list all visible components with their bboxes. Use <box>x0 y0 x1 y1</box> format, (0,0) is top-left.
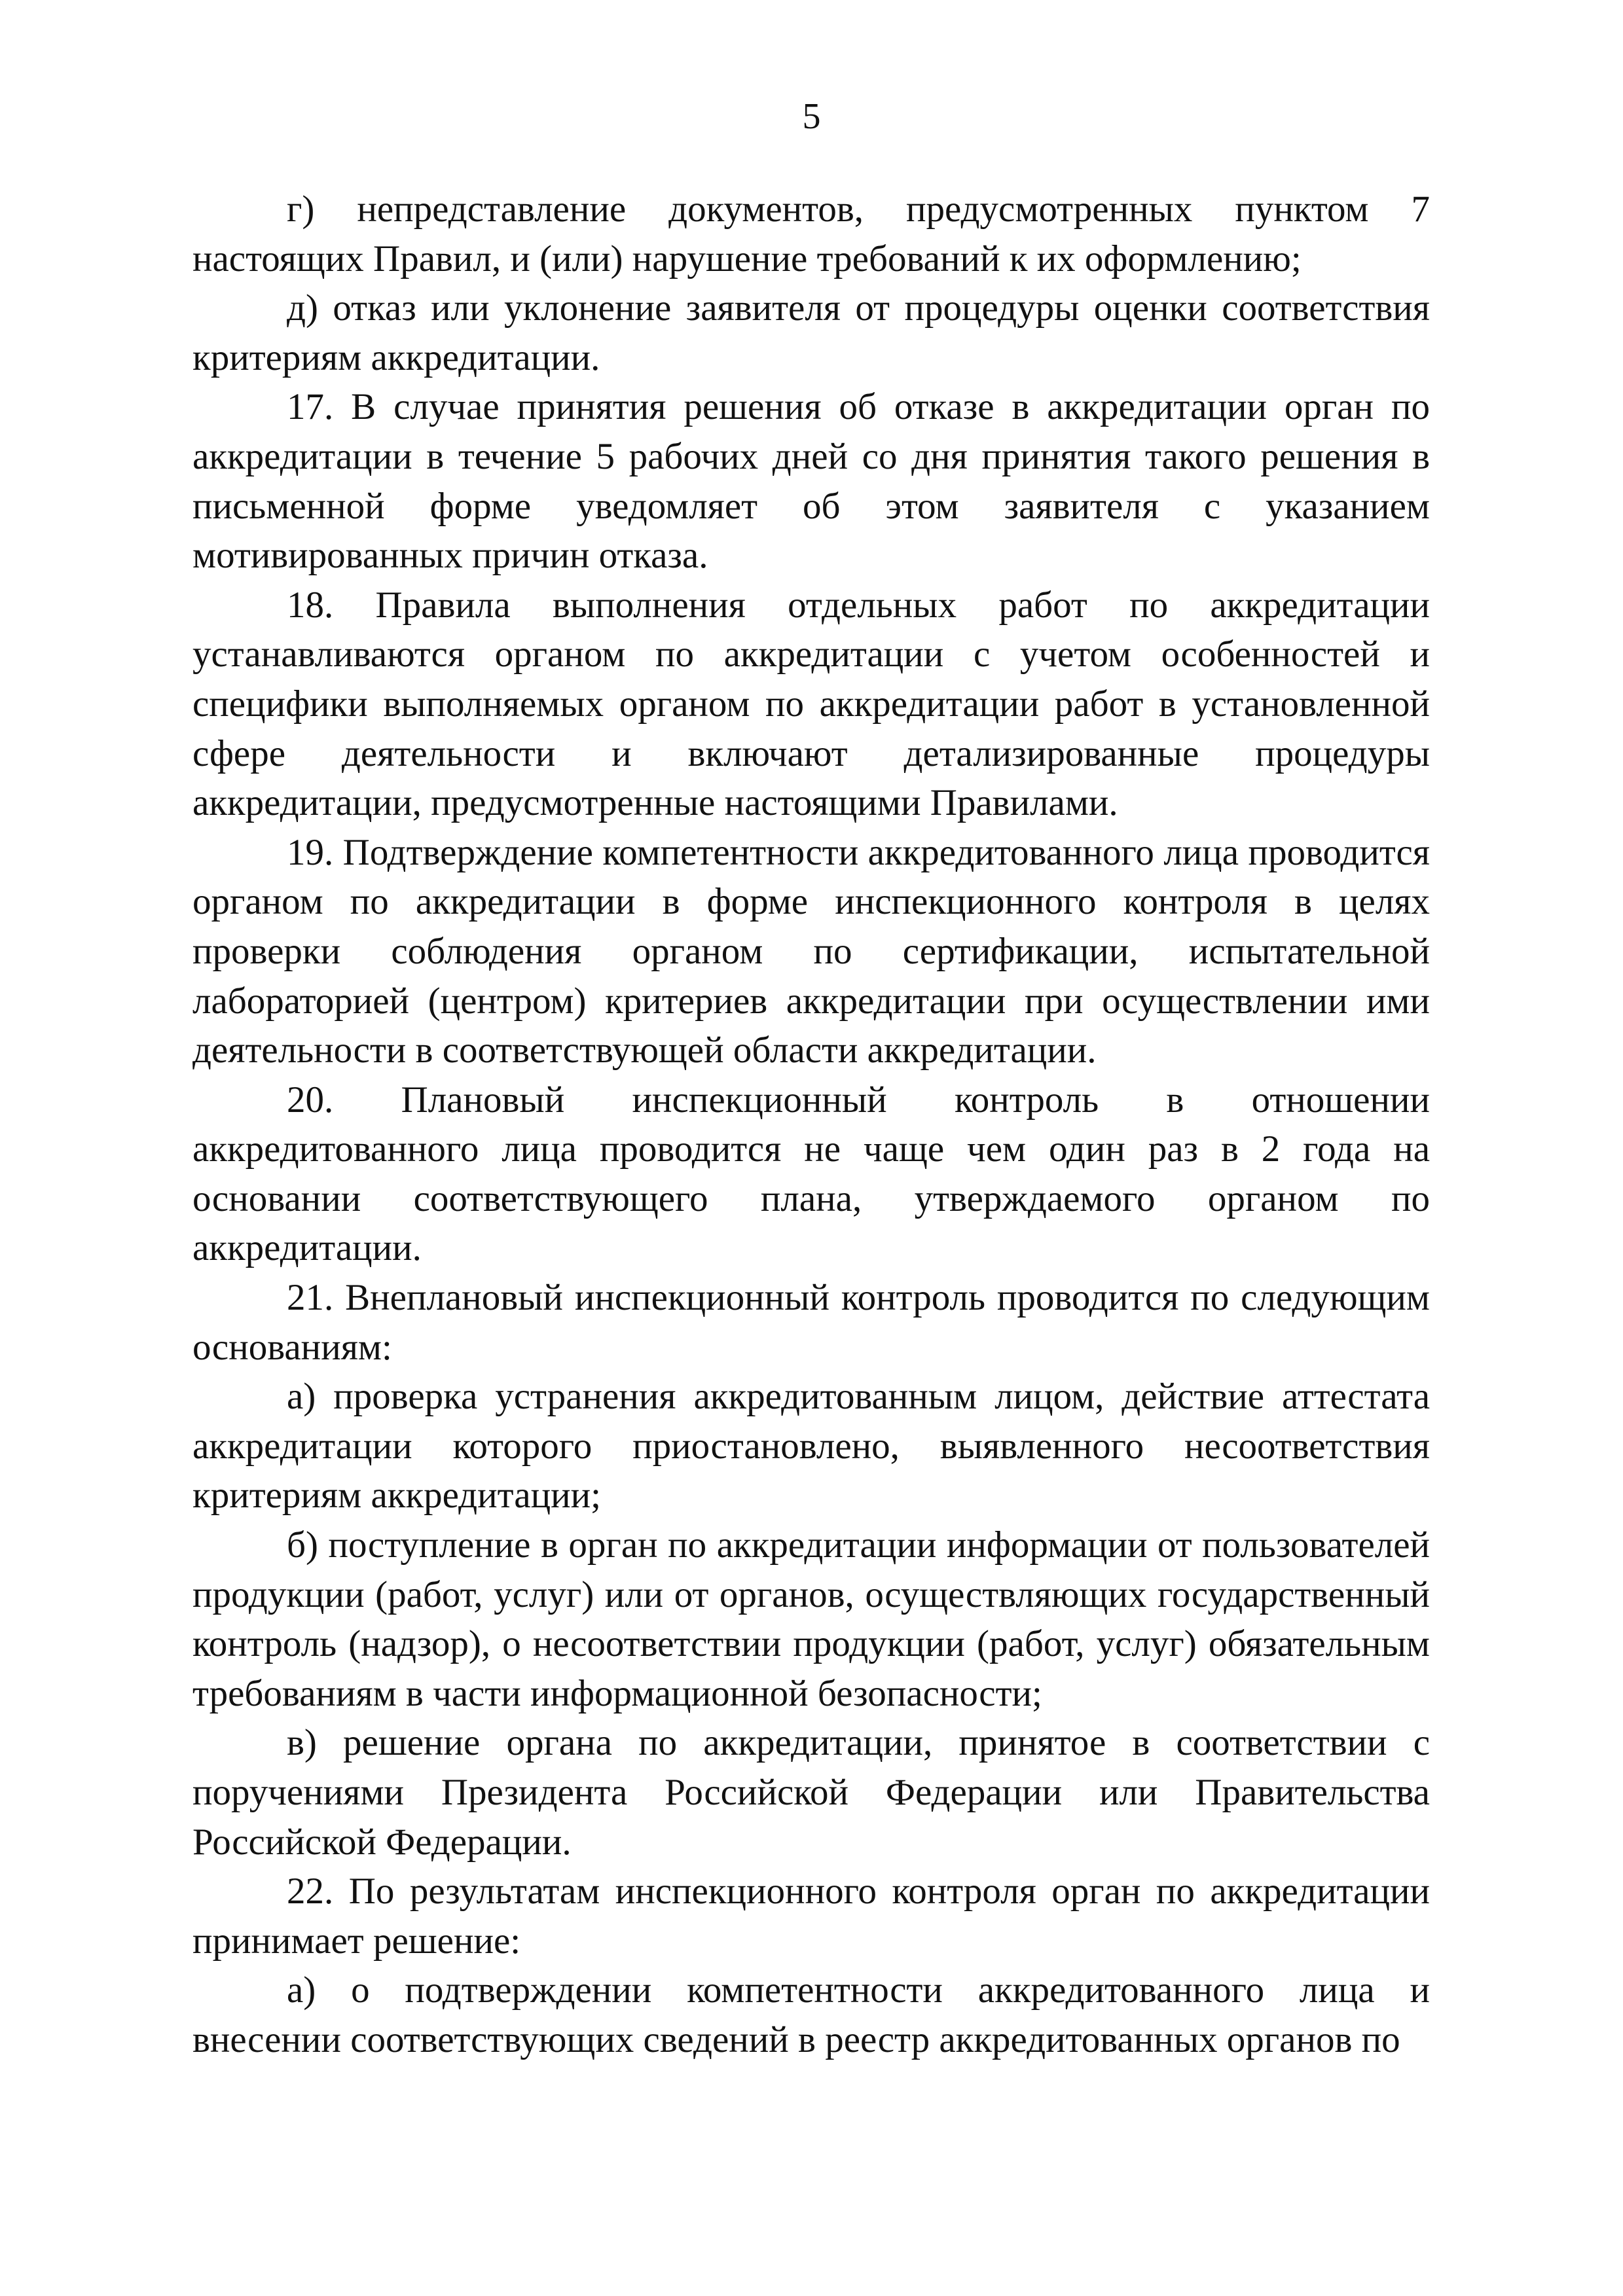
paragraph-19: 19. Подтверждение компетентности аккредитованного лица проводится органом по аккредитации в форме инспекционного контроля в целях проверки соблюдения органом по сертификации, испытательной лабораторией (центром) критериев аккредитации при осуществлении ими деятельности в соответствующей области аккредитации. <box>192 831 1430 1071</box>
paragraph-21-item-b: б) поступление в орган по аккредитации информации от пользователей продукции (работ, услуг) или от органов, осуществляющих государственный контроль (надзор), о несоответствии продукции (работ, услуг) обязательным требованиям в части информационной безопасности; <box>192 1524 1430 1714</box>
paragraph-item-g: г) непредставление документов, предусмотренных пунктом 7 настоящих Правил, и (или) нарушение требований к их оформлению; <box>192 188 1430 279</box>
paragraph-17: 17. В случае принятия решения об отказе в аккредитации орган по аккредитации в течение 5 рабочих дней со дня принятия такого решения в письменной форме уведомляет об этом заявителя с указанием мотивированных причин отказа. <box>192 386 1430 577</box>
paragraph-21-item-a: а) проверка устранения аккредитованным лицом, действие аттестата аккредитации которого приостановлено, выявленного несоответствия критериям аккредитации; <box>192 1376 1430 1516</box>
paragraph-18: 18. Правила выполнения отдельных работ по аккредитации устанавливаются органом по аккредитации с учетом особенностей и специфики выполняемых органом по аккредитации работ в установленной сфере деятельности и включают детализированные процедуры аккредитации, предусмотренные настоящими Правилами. <box>192 584 1430 824</box>
paragraph-item-d: д) отказ или уклонение заявителя от процедуры оценки соответствия критериям аккредитации. <box>192 287 1430 378</box>
paragraph-21-item-v: в) решение органа по аккредитации, принятое в соответствии с поручениями Президента Российской Федерации или Правительства Российской Федерации. <box>192 1722 1430 1863</box>
paragraph-22-item-a: а) о подтверждении компетентности аккредитованного лица и внесении соответствующих сведений в реестр аккредитованных органов по <box>192 1969 1430 2060</box>
document-body <box>192 185 1430 2065</box>
paragraph-20: 20. Плановый инспекционный контроль в отношении аккредитованного лица проводится не чаще чем один раз в 2 года на основании соответствующего плана, утверждаемого органом по аккредитации. <box>192 1079 1430 1269</box>
page-number: 5 <box>802 96 821 137</box>
paragraph-21: 21. Внеплановый инспекционный контроль проводится по следующим основаниям: <box>192 1277 1430 1368</box>
paragraph-22: 22. По результатам инспекционного контроля орган по аккредитации принимает решение: <box>192 1871 1430 1962</box>
